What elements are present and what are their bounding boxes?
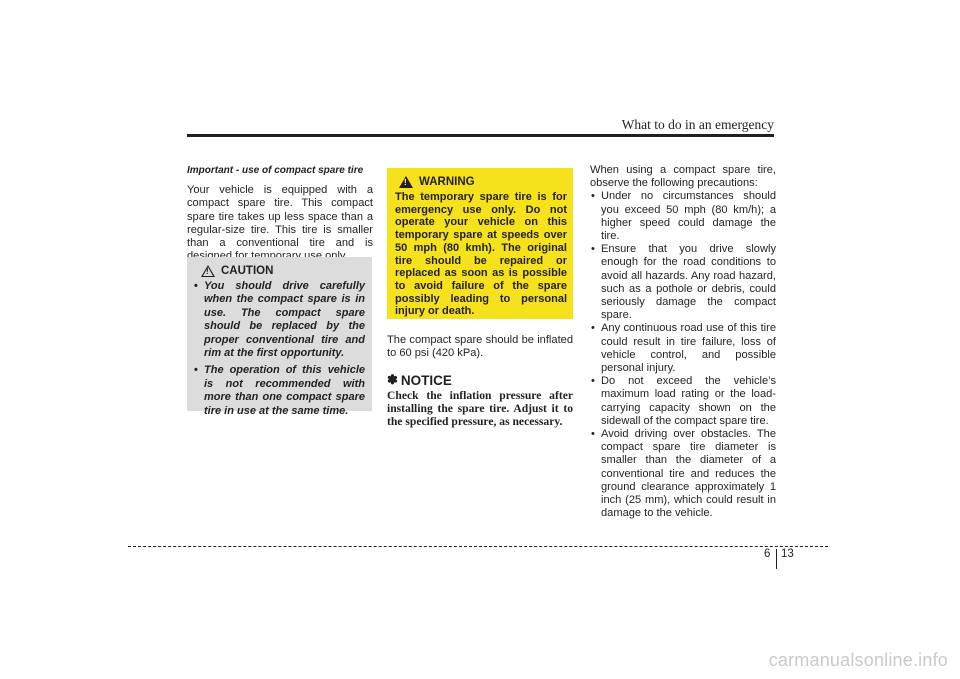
warning-box (387, 168, 573, 319)
precautions-list (590, 190, 776, 520)
header-divider (187, 134, 774, 137)
list-item: • Do not exceed the vehicle’s maximum load rating or the load-carrying capacity shown on the sidewall of the compact spare tire. (590, 375, 776, 428)
compact-spare-intro: Your vehicle is equipped with a compact spare tire. This compact spare tire takes up less space than a regular-size tire. This tire is smaller than a conventional tire and is (187, 184, 373, 250)
footer-divider (128, 546, 828, 547)
caution-list (191, 280, 365, 422)
list-item: • Ensure that you drive slowly enough for the road conditions to avoid all hazards. Any road hazard, such as a pothole or debris, could seriously damage the compact spare. (590, 243, 776, 322)
notice-star-icon: ✽ (387, 372, 398, 387)
warning-triangle-icon: ! (399, 176, 413, 188)
warning-title-row (399, 176, 475, 188)
list-item: • Avoid driving over obstacles. The compact spare tire diameter is smaller than the diameter of a conventional tire and reduces the ground clearance approximately 1 inch (25 mm), which could result in damage to the vehicle. (590, 428, 776, 520)
inflation-text: The compact spare should be inflated to 60 psi (420 kPa). (387, 334, 573, 360)
precautions-intro: When using a compact spare tire, observe the following precautions: (590, 164, 776, 190)
warning-text: The temporary spare tire is for emergency use only. Do not operate your vehicle on this temporary spare at speeds over 50 mph (80 kmh). The original tire should be repaired or replaced as soon as is possible to avoid failure of the spare possibly leading to personal injury or death. (395, 191, 567, 318)
compact-spare-heading: Important - use of compact spare tire (187, 165, 364, 176)
watermark: carmanualsonline.info (768, 650, 948, 670)
caution-item: • You should drive carefully when the compact spare is in use. The compact spare should be replaced by the proper conventional tire and rim at the first opportunity. (191, 280, 365, 360)
page-number-divider (776, 549, 777, 569)
caution-item: • The operation of this vehicle is not recommended with more than one compact spare tire in use at the same time. (191, 364, 365, 418)
left-column (187, 164, 373, 263)
list-item: • Under no circumstances should you exceed 50 mph (80 km/h); a higher speed could damage the tire. (590, 190, 776, 243)
right-column (590, 164, 776, 520)
section-header-title: What to do in an emergency (621, 117, 774, 132)
caution-triangle-icon: ! (201, 265, 215, 277)
caution-title-row (201, 265, 273, 277)
caution-title: CAUTION (221, 265, 274, 277)
section-number: 6 (764, 548, 771, 560)
page-number: 13 (781, 548, 794, 560)
list-item: • Any continuous road use of this tire could result in tire failure, loss of vehicle control, and possible personal injury. (590, 322, 776, 375)
caution-box (187, 257, 372, 417)
notice-title-row (387, 372, 452, 388)
notice-text: Check the inflation pressure after installing the spare tire. Adjust it to the specified pressure, as necessary. (387, 389, 573, 429)
warning-title: WARNING (419, 176, 475, 188)
notice-title: NOTICE (400, 372, 452, 388)
